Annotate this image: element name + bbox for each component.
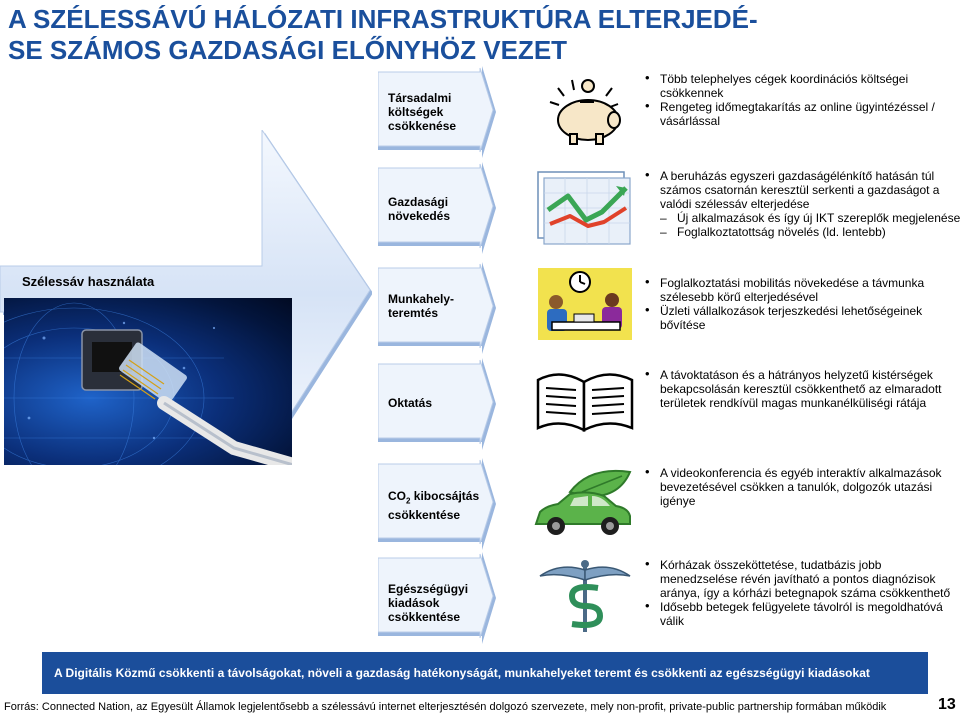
summary-banner — [42, 652, 928, 694]
bullet-item: • Rengeteg időmegtakarítás az online ügyintézéssel / vásárlással — [643, 100, 960, 128]
bullet-item: • A videokonferencia és egyéb interaktív alkalmazások bevezetésével csökken a tanulók, dolgozók utazási igénye — [643, 466, 960, 508]
piggy-bank-icon — [530, 72, 640, 150]
bullet-item: • Kórházak összeköttetése, tudatbázis jobb menedzselése révén javítható a pontos diagnózisok aránya, így a kórházi betegnapok száma csökkenthető — [643, 558, 960, 600]
bullet-item: • Idősebb betegek felügyelete távolról is megoldhatóvá válik — [643, 600, 960, 628]
row-label-social-costs: Társadalmi költségek csökkenése — [388, 91, 457, 133]
bullets-health — [643, 558, 960, 628]
sub-bullet-item: – Foglalkoztatottság növelés (ld. lentebb) — [643, 225, 960, 239]
sub-bullet-item: – Új alkalmazások és így új IKT szereplők megjelenése — [643, 211, 960, 225]
row-label-job-creation: Munkahely- teremtés — [388, 292, 455, 320]
row-label-co2: $CO_2$ kibocsájtás csökkentése — [388, 489, 480, 523]
page-number: 13 — [938, 696, 956, 713]
bullets-co2 — [643, 466, 960, 508]
row-label-economic-growth: Gazdasági növekedés — [388, 195, 451, 223]
bullet-item: • A beruházás egyszeri gazdaságélénkítő hatásán túl számos csatornán keresztül serkenti a gazdaságot a valódi szélessáv elterjedése — [643, 169, 960, 211]
row-label-health: Egészségügyi kiadások csökkentése — [388, 582, 469, 624]
bullet-item: • A távoktatáson és a hátrányos helyzetű kistérségek bekapcsolásán keresztül csökkenthető az elmaradott területek rendkívül magas munkanélküliségi rátája — [643, 368, 960, 410]
network-cable-photo — [4, 298, 292, 465]
growth-chart-icon — [530, 168, 640, 246]
open-book-icon — [530, 360, 640, 438]
title-line-1: A SZÉLESSÁVÚ HÁLÓZATI INFRASTRUKTÚRA ELTERJEDÉ- — [8, 4, 758, 34]
ethernet-cable-icon — [4, 298, 292, 465]
row-label-education: Oktatás — [388, 396, 433, 410]
office-meeting-icon — [530, 266, 640, 344]
summary-banner-text: A Digitális Közmű csökkenti a távolságokat, növeli a gazdaság hatékonyságát, munkahelyeket teremt és csökkenti az egészségügyi kiadásokat — [54, 666, 870, 680]
bullets-education — [643, 368, 960, 410]
source-footnote: Forrás: Connected Nation, az Egyesült Államok legjelentősebb a szélessávú internet elterjesztésén dolgozó szervezete, mely non-profit, private-public partnership formában működik — [4, 701, 887, 713]
bullets-social-costs — [643, 72, 960, 128]
bullets-job-creation — [643, 276, 960, 332]
title-line-2: SE SZÁMOS GAZDASÁGI ELŐNYHÖZ VEZET — [8, 35, 568, 65]
page-title — [8, 4, 828, 66]
bullets-economic-growth — [643, 169, 960, 239]
bullet-item: • Foglalkoztatási mobilitás növekedése a távmunka szélesebb körű elterjedésével — [643, 276, 960, 304]
caduceus-dollar-icon — [530, 558, 640, 636]
bullet-item: • Üzleti vállalkozások terjeszkedési lehetőségeinek bővítése — [643, 304, 960, 332]
green-car-icon — [530, 462, 640, 540]
broadband-usage-label: Szélessáv használata — [22, 274, 155, 289]
bullet-item: • Több telephelyes cégek koordinációs költségei csökkennek — [643, 72, 960, 100]
